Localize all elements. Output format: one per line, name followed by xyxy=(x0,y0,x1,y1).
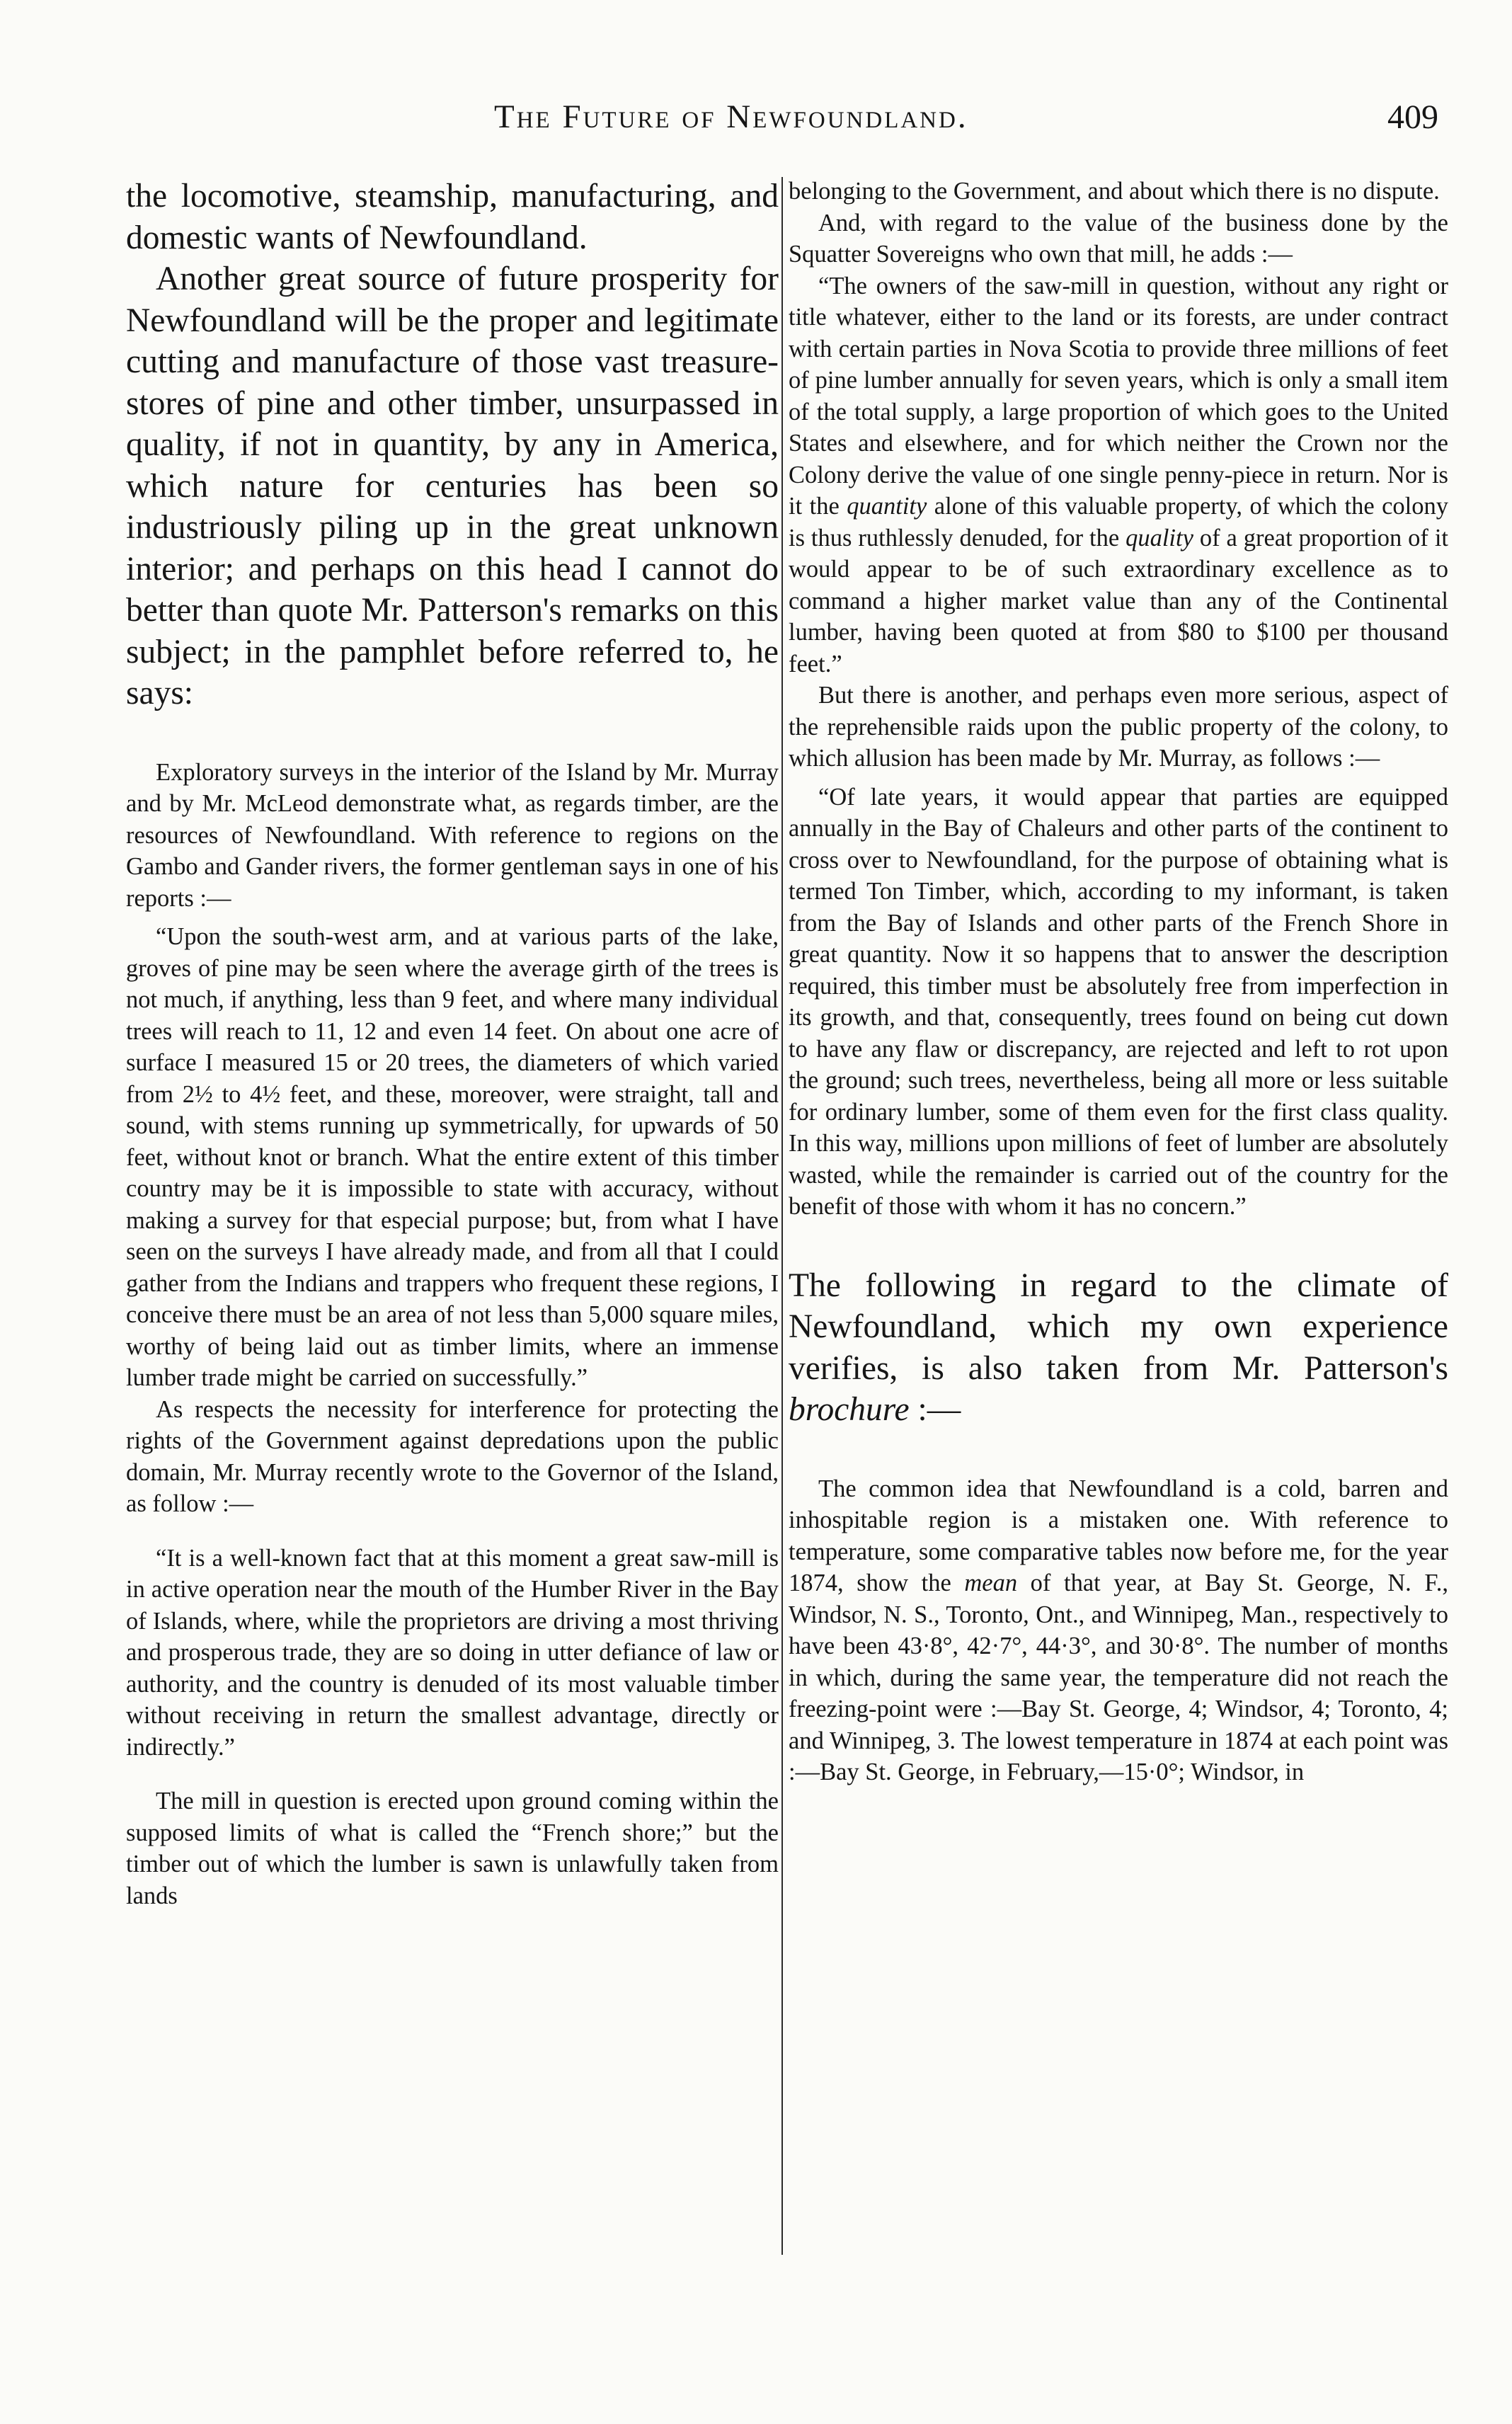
italic-run: mean xyxy=(964,1570,1018,1596)
right-column xyxy=(789,176,1448,1788)
quoted-paragraph: Exploratory surveys in the interior of the Island by Mr. Murray and by Mr. McLeod demonstrate what, as regards timber, are the resources of Newfoundland. With reference to regions on the Gambo and Gander rivers, the former gentleman says in one of his reports :— xyxy=(126,758,779,912)
quoted-paragraph xyxy=(789,1473,1448,1788)
italic-run: quality xyxy=(1126,524,1193,551)
text-run: of that year, at Bay St. George, N. F., Windsor, N. S., Toronto, Ont., and Winnipeg, Man., respectively to have been 43·8°, 42·7°, 44·3°, and 30·8°. The number of months in which, during the same year, the temperature did not reach the freezing-point were :—Bay St. George, 4; Windsor, 4; Toronto, 4; and Winnipeg, 3. The lowest temperature in 1874 at each point was :—Bay St. George, in February,—15·0°; Windsor, in xyxy=(789,1570,1448,1785)
text-run: alone of this valuable property, of which the colony is thus ruthlessly denuded, for the xyxy=(789,493,1448,551)
text-run: :— xyxy=(909,1391,961,1428)
quoted-paragraph: The mill in question is erected upon ground coming within the supposed limits of what is called the “French shore;” but the timber out of which the lumber is sawn is unlawfully taken from lands xyxy=(126,1788,779,1909)
column-rule xyxy=(781,177,783,2255)
text-run: The common idea that Newfoundland is a cold, barren and inhospitable region is a mistaken one. With reference to temperature, some comparative tables now before me, for the year 1874, show the xyxy=(789,1475,1448,1596)
left-column xyxy=(126,176,779,1911)
page-number: 409 xyxy=(1387,98,1438,136)
quoted-paragraph xyxy=(789,270,1448,680)
running-title: The Future of Newfoundland. xyxy=(494,98,968,135)
text-run: of a great proportion of it would appear to be of such extraordinary excellence as to command a higher market value than any of the Continental lumber, having been quoted at from $80 to $100 per thousand feet.” xyxy=(789,524,1449,678)
body-paragraph xyxy=(789,1265,1448,1431)
body-paragraph: Another great source of future prosperity for Newfoundland will be the proper and legitimate cutting and manufacture of those vast treasure-stores of pine and other timber, unsurpassed in quality, if not in quantity, by any in America, which nature for centuries has been so industriously piling up in the great unknown interior; and perhaps on this head I cannot do better than quote Mr. Patterson's remarks on this subject; in the pamphlet before referred to, he says: xyxy=(126,261,779,711)
body-paragraph: the locomotive, steamship, manufacturing, and domestic wants of Newfoundland. xyxy=(126,178,779,256)
quoted-paragraph: belonging to the Government, and about which there is no dispute. xyxy=(789,178,1440,205)
italic-run: quantity xyxy=(847,493,927,520)
quoted-paragraph: “Upon the south-west arm, and at various parts of the lake, groves of pine may be seen where the average girth of the trees is not much, if anything, less than 9 feet, and where many individual trees will reach to 11, 12 and even 14 feet. On about one acre of surface I measured 15 or 20 trees, the diameters of which varied from 2½ to 4½ feet, and these, moreover, were straight, tall and sound, with stems running up symmetrically, for upwards of 50 feet, without knot or branch. What the entire extent of this timber country may be it is impossible to state with accuracy, without making a survey for that especial purpose; but, from what I have seen on the surveys I have already made, and from all that I could gather from the Indians and trappers who frequent these regions, I conceive there must be an area of not less than 5,000 square miles, worthy of being laid out as timber limits, where an immense lumber trade might be carried on successfully.” xyxy=(126,923,779,1391)
italic-run: brochure xyxy=(789,1391,910,1428)
text-run: The following in regard to the climate of Newfoundland, which my own experience verifies, is also taken from Mr. Patterson's xyxy=(789,1267,1448,1387)
quoted-paragraph: But there is another, and perhaps even more serious, aspect of the reprehensible raids upon the public property of the colony, to which allusion has been made by Mr. Murray, as follows :— xyxy=(789,682,1448,772)
quoted-paragraph: “It is a well-known fact that at this moment a great saw-mill is in active operation near the mouth of the Humber River in the Bay of Islands, where, while the proprietors are driving a most thriving and prosperous trade, they are so doing in utter defiance of law or authority, and the country is denuded of its most valuable timber without receiving in return the smallest advantage, directly or indirectly.” xyxy=(126,1544,779,1761)
quoted-paragraph: As respects the necessity for interference for protecting the rights of the Government against depredations upon the public domain, Mr. Murray recently wrote to the Governor of the Island, as follow :— xyxy=(126,1395,779,1517)
quoted-paragraph: “Of late years, it would appear that parties are equipped annually in the Bay of Chaleurs and other parts of the continent to cross over to Newfoundland, for the purpose of obtaining what is termed Ton Timber, which, according to my informant, is taken from the Bay of Islands and other parts of the French Shore in great quantity. Now it so happens that to answer the description required, this timber must be absolutely free from imperfection in its growth, and that, consequently, trees found on being cut down to have any flaw or discrepancy, are rejected and left to rot upon the ground; such trees, nevertheless, being all more or less suitable for ordinary lumber, some of them even for the first class quality. In this way, millions upon millions of feet of lumber are absolutely wasted, while the remainder is carried out of the country for the benefit of those with whom it has no concern.” xyxy=(789,783,1448,1220)
quoted-paragraph: And, with regard to the value of the business done by the Squatter Sovereigns who own that mill, he adds :— xyxy=(789,209,1448,268)
text-run: “The owners of the saw-mill in question, without any right or title whatever, either to the land or its forests, are under contract with certain parties in Nova Scotia to provide three millions of feet of pine lumber annually for seven years, which is only a small item of the total supply, a large proportion of which goes to the United States and elsewhere, and for which neither the Crown nor the Colony derive the value of one single penny-piece in return. Nor is it the xyxy=(789,272,1448,520)
